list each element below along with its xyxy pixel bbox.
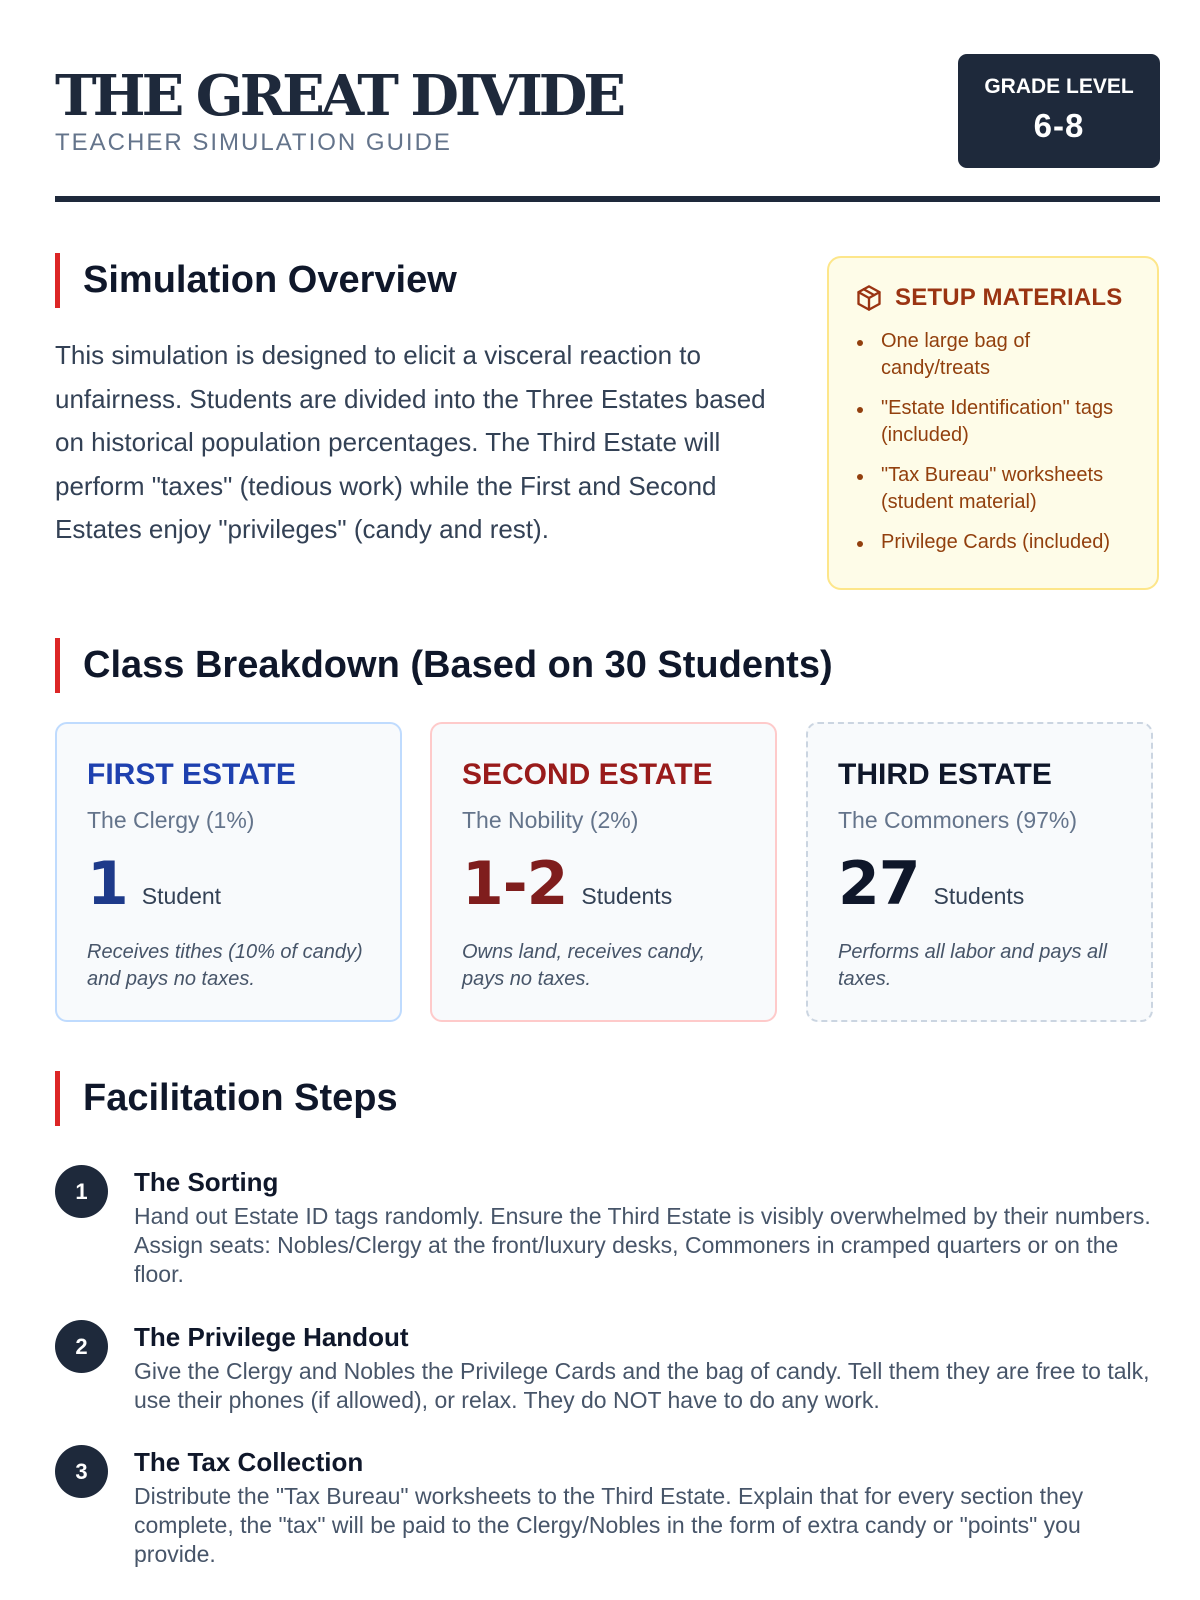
step-title: The Tax Collection <box>134 1447 364 1477</box>
estate-description: Receives tithes (10% of candy) and pays no taxes. <box>87 941 363 990</box>
setup-materials-list <box>855 328 1141 556</box>
grade-level-label: GRADE LEVEL <box>984 75 1134 98</box>
step-number-badge: 3 <box>55 1445 108 1498</box>
estate-description: Performs all labor and pays all taxes. <box>838 941 1108 990</box>
second-estate-card <box>430 722 777 1022</box>
estate-subtitle: The Clergy (1%) <box>87 807 255 833</box>
breakdown-heading: Class Breakdown (Based on 30 Students) <box>55 638 833 693</box>
estate-description: Owns land, receives candy, pays no taxes. <box>462 941 706 990</box>
estate-subtitle: The Nobility (2%) <box>462 807 639 833</box>
header-divider <box>55 196 1160 202</box>
step-number-badge: 1 <box>55 1165 108 1218</box>
step-number-badge: 2 <box>55 1320 108 1373</box>
steps-heading: Facilitation Steps <box>55 1071 398 1126</box>
estate-count-row <box>462 849 673 919</box>
grade-level-value: 6-8 <box>1033 107 1085 144</box>
estate-count-unit: Students <box>933 883 1025 909</box>
estate-count-unit: Students <box>581 883 673 909</box>
estate-count-row <box>87 849 222 919</box>
page-header <box>55 54 1160 202</box>
estate-count: 1-2 <box>462 849 568 919</box>
setup-materials-header <box>855 282 1141 314</box>
setup-item: "Estate Identification" tags (included) <box>855 395 1141 449</box>
step-description: Hand out Estate ID tags randomly. Ensure the Third Estate is visibly overwhelmed by their numbers. Assign seats: Nobles/Clergy at the front/luxury desks, Commoners in cramped quarters or on the floor. <box>134 1203 1151 1287</box>
setup-item: "Tax Bureau" worksheets (student material) <box>855 462 1141 516</box>
estate-count-row <box>838 849 1025 919</box>
first-estate-card <box>55 722 402 1022</box>
setup-materials-title: SETUP MATERIALS <box>895 284 1123 311</box>
grade-level-badge <box>958 54 1160 168</box>
setup-materials-box <box>827 256 1159 590</box>
box-icon <box>855 284 883 312</box>
estate-subtitle: The Commoners (97%) <box>838 807 1078 833</box>
setup-item: One large bag of candy/treats <box>855 328 1141 382</box>
estate-name: THIRD ESTATE <box>838 758 1052 791</box>
overview-heading: Simulation Overview <box>55 253 457 308</box>
estate-count-unit: Student <box>141 883 222 909</box>
page-subtitle: TEACHER SIMULATION GUIDE <box>55 129 452 156</box>
estate-name: FIRST ESTATE <box>87 758 296 791</box>
step-title: The Sorting <box>134 1167 279 1197</box>
overview-text: This simulation is designed to elicit a visceral reaction to unfairness. Students are divided into the Three Estates based on historical population percentages. The Third Estate will perform "taxes" (tedious work) while the First and Second Estates enjoy "privileges" (candy and rest). <box>55 340 766 545</box>
third-estate-card <box>806 722 1153 1022</box>
step-description: Give the Clergy and Nobles the Privilege Cards and the bag of candy. Tell them they are free to talk, use their phones (if allowed), or relax. They do NOT have to do any work. <box>134 1358 1150 1413</box>
estate-name: SECOND ESTATE <box>462 758 713 791</box>
estate-count: 27 <box>838 849 920 919</box>
setup-item: Privilege Cards (included) <box>855 529 1141 556</box>
step-description: Distribute the "Tax Bureau" worksheets to the Third Estate. Explain that for every section they complete, the "tax" will be paid to the Clergy/Nobles in the form of extra candy or "points" you provide. <box>134 1483 1084 1567</box>
page-title: THE GREAT DIVIDE <box>55 63 623 129</box>
estate-count: 1 <box>87 849 128 919</box>
step-title: The Privilege Handout <box>134 1322 409 1352</box>
